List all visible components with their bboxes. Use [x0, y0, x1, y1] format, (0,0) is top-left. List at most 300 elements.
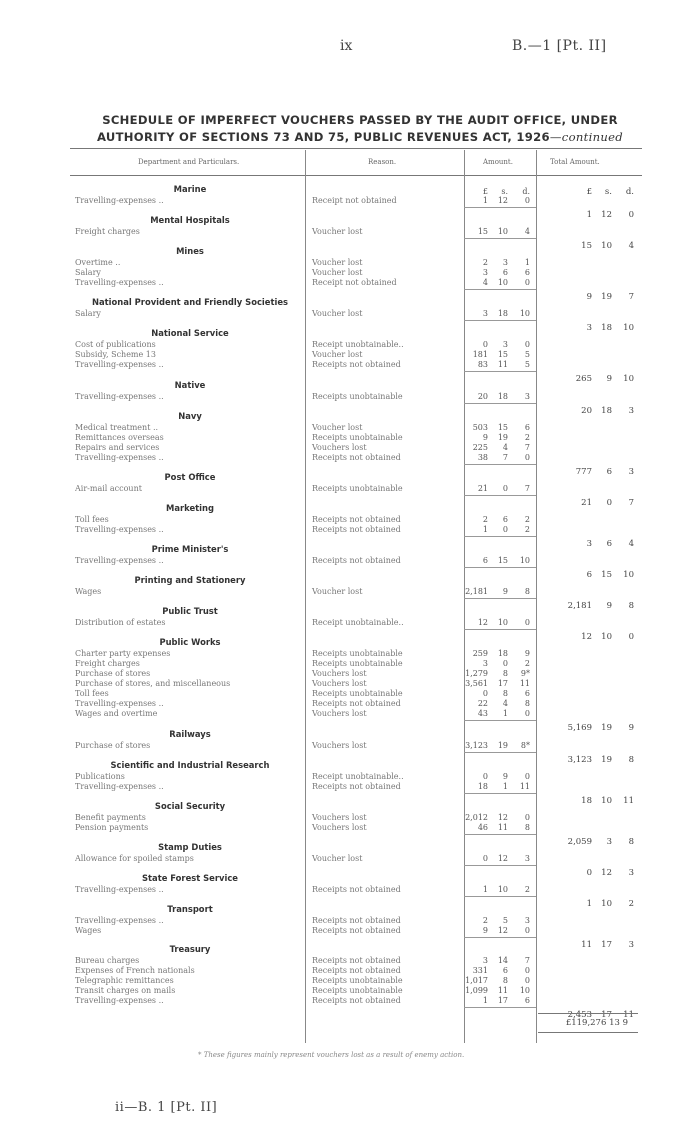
- row-reason: Voucher lost: [312, 350, 363, 359]
- amount-pounds: 3,561: [465, 679, 488, 688]
- amount-pence: 0: [524, 340, 530, 349]
- table-row: [0, 515, 700, 525]
- department-total: [538, 240, 638, 252]
- schedule-title: [70, 112, 650, 146]
- row-reason: Vouchers lost: [312, 679, 367, 688]
- amount-pounds: 3: [482, 659, 488, 668]
- amount-pounds: 20: [477, 392, 488, 401]
- table-row: [0, 885, 700, 895]
- column-header-particulars: Department and Particulars.: [138, 158, 240, 166]
- department-heading: Printing and Stationery: [134, 575, 246, 585]
- row-reason: Receipts unobtainable: [312, 433, 403, 442]
- amount-pounds: 9: [482, 433, 488, 442]
- amount-shillings: 10: [497, 885, 508, 894]
- table-row: [0, 926, 700, 936]
- amount-pence: 3: [628, 467, 634, 477]
- row-amount: [462, 350, 534, 360]
- table-row: [0, 966, 700, 976]
- table-row: [0, 649, 700, 659]
- department-heading: Scientific and Industrial Research: [110, 760, 270, 770]
- amount-pence: 10: [519, 309, 530, 318]
- amount-pounds: 3,123: [465, 741, 488, 750]
- row-particulars: Travelling-expenses ..: [75, 885, 164, 894]
- row-reason: Receipts not obtained: [312, 966, 401, 975]
- amount-pence: 11: [623, 1010, 634, 1020]
- amount-shillings: 3: [502, 258, 508, 267]
- amount-shillings: 0: [502, 659, 508, 668]
- amount-shillings: 12: [601, 868, 612, 878]
- currency-pence: d.: [522, 187, 530, 196]
- amount-pounds: 46: [477, 823, 488, 832]
- amount-shillings: 15: [497, 556, 508, 565]
- amount-shillings: 17: [601, 1010, 612, 1020]
- amount-shillings: 3: [606, 837, 612, 847]
- row-amount: [462, 618, 534, 628]
- amount-pence: 8: [524, 587, 530, 596]
- amount-shillings: 11: [497, 823, 508, 832]
- amount-pounds: 1: [586, 210, 592, 220]
- row-particulars: Freight charges: [75, 227, 140, 236]
- amount-pence: 7: [524, 443, 530, 452]
- amount-pounds: 1,279: [465, 669, 488, 678]
- amount-shillings: 0: [502, 484, 508, 493]
- row-particulars: Travelling-expenses ..: [75, 916, 164, 925]
- table-row: [0, 916, 700, 926]
- amount-pounds: 6: [482, 556, 488, 565]
- row-amount: [462, 916, 534, 926]
- amount-shillings: 19: [497, 433, 508, 442]
- row-reason: Receipts not obtained: [312, 956, 401, 965]
- row-amount: [462, 423, 534, 433]
- row-amount: [462, 679, 534, 689]
- amount-pounds: 225: [472, 443, 488, 452]
- row-particulars: Travelling-expenses ..: [75, 525, 164, 534]
- amount-pounds: 0: [482, 689, 488, 698]
- subtotal-rule: [464, 536, 536, 537]
- department-heading: State Forest Service: [142, 873, 238, 883]
- department-heading: Treasury: [169, 944, 211, 954]
- subtotal-rule: [464, 1007, 536, 1008]
- currency-pounds: £: [586, 187, 592, 197]
- department-heading: Mental Hospitals: [150, 215, 230, 225]
- amount-pence: 10: [623, 374, 634, 384]
- row-amount: [462, 709, 534, 719]
- amount-pounds: 5,169: [567, 723, 592, 733]
- table-row: [0, 556, 700, 566]
- table-row: [0, 689, 700, 699]
- amount-pence: 11: [519, 679, 530, 688]
- amount-pounds: 0: [482, 340, 488, 349]
- subtotal-rule: [464, 720, 536, 721]
- department-heading: Navy: [178, 411, 202, 421]
- row-reason: Vouchers lost: [312, 741, 367, 750]
- table-row: [0, 453, 700, 463]
- row-amount: [462, 782, 534, 792]
- amount-pounds: 1: [482, 525, 488, 534]
- department-total: [538, 939, 638, 951]
- department-total: [538, 631, 638, 643]
- amount-pence: 3: [628, 868, 634, 878]
- row-particulars: Travelling-expenses ..: [75, 996, 164, 1005]
- table-row: [0, 976, 700, 986]
- amount-pence: 8: [628, 837, 634, 847]
- amount-shillings: 4: [502, 443, 508, 452]
- header-bottom-rule: [70, 175, 642, 176]
- table-row: [0, 443, 700, 453]
- row-reason: Vouchers lost: [312, 823, 367, 832]
- amount-shillings: 10: [601, 796, 612, 806]
- amount-pounds: 503: [472, 423, 488, 432]
- amount-shillings: 15: [497, 423, 508, 432]
- table-row: [0, 956, 700, 966]
- department-heading: Transport: [167, 904, 213, 914]
- row-amount: [462, 587, 534, 597]
- amount-pence: 9: [524, 649, 530, 658]
- subtotal-rule: [464, 567, 536, 568]
- row-reason: Receipts not obtained: [312, 453, 401, 462]
- row-particulars: Expenses of French nationals: [75, 966, 195, 975]
- amount-pence: 8: [628, 755, 634, 765]
- department-total: [538, 405, 638, 417]
- row-reason: Voucher lost: [312, 423, 363, 432]
- amount-shillings: 7: [502, 453, 508, 462]
- amount-shillings: 0: [502, 525, 508, 534]
- amount-pounds: 1: [586, 899, 592, 909]
- table-row: [0, 709, 700, 719]
- footer-reference: ii—B. 1 [Pt. II]: [115, 1100, 218, 1115]
- amount-pence: 3: [524, 854, 530, 863]
- table-row: [0, 679, 700, 689]
- amount-pounds: 83: [477, 360, 488, 369]
- amount-shillings: 18: [497, 649, 508, 658]
- amount-pence: 0: [524, 772, 530, 781]
- amount-pence: 6: [524, 268, 530, 277]
- department-heading: Public Trust: [162, 606, 218, 616]
- subtotal-rule: [464, 320, 536, 321]
- row-particulars: Transit charges on mails: [75, 986, 176, 995]
- amount-pounds: 259: [472, 649, 488, 658]
- subtotal-rule: [464, 289, 536, 290]
- column-header-reason: Reason.: [368, 158, 397, 166]
- amount-pounds: 2: [482, 258, 488, 267]
- row-amount: [462, 813, 534, 823]
- amount-shillings: 10: [497, 618, 508, 627]
- amount-pounds: 3: [586, 323, 592, 333]
- row-particulars: Distribution of estates: [75, 618, 166, 627]
- row-particulars: Salary: [75, 268, 101, 277]
- subtotal-rule: [464, 865, 536, 866]
- amount-pence: 0: [524, 453, 530, 462]
- table-row: [0, 340, 700, 350]
- row-particulars: Telegraphic remittances: [75, 976, 174, 985]
- amount-pence: 6: [524, 689, 530, 698]
- row-particulars: Toll fees: [75, 689, 109, 698]
- row-amount: [462, 258, 534, 268]
- table-row: [0, 854, 700, 864]
- row-reason: Receipts not obtained: [312, 885, 401, 894]
- subtotal-rule: [464, 834, 536, 835]
- department-heading: Native: [174, 380, 206, 390]
- row-amount: [462, 926, 534, 936]
- table-row: [0, 392, 700, 402]
- department-total: [538, 569, 638, 581]
- row-reason: Voucher lost: [312, 587, 363, 596]
- row-reason: Voucher lost: [312, 268, 363, 277]
- subtotal-rule: [464, 598, 536, 599]
- amount-shillings: 8: [502, 669, 508, 678]
- row-particulars: Travelling-expenses ..: [75, 392, 164, 401]
- amount-pounds: 2,012: [465, 813, 488, 822]
- row-amount: [462, 854, 534, 864]
- subtotal-rule: [464, 629, 536, 630]
- row-reason: Receipts not obtained: [312, 515, 401, 524]
- table-row: [0, 618, 700, 628]
- amount-shillings: 6: [606, 539, 612, 549]
- row-particulars: Purchase of stores, and miscellaneous: [75, 679, 231, 688]
- row-particulars: Wages: [75, 587, 102, 596]
- amount-pounds: 0: [482, 854, 488, 863]
- department-heading: Railways: [169, 729, 211, 739]
- amount-pence: 0: [524, 813, 530, 822]
- department-total: [538, 209, 638, 221]
- department-total: [538, 322, 638, 334]
- row-amount: [462, 885, 534, 895]
- title-line-2: [70, 129, 650, 146]
- amount-pence: 0: [524, 976, 530, 985]
- subtotal-rule: [464, 752, 536, 753]
- amount-pounds: 18: [581, 796, 592, 806]
- amount-pounds: 181: [472, 350, 488, 359]
- row-reason: Receipts not obtained: [312, 996, 401, 1005]
- amount-shillings: 9: [502, 772, 508, 781]
- amount-pence: 3: [628, 940, 634, 950]
- amount-pence: 8: [628, 601, 634, 611]
- amount-pounds: 21: [477, 484, 488, 493]
- row-particulars: Travelling-expenses ..: [75, 699, 164, 708]
- row-reason: Receipts not obtained: [312, 926, 401, 935]
- row-particulars: Publications: [75, 772, 125, 781]
- amount-pence: 5: [524, 350, 530, 359]
- table-row: [0, 772, 700, 782]
- row-reason: Receipts unobtainable: [312, 976, 403, 985]
- amount-shillings: 6: [606, 467, 612, 477]
- department-total: [538, 754, 638, 766]
- row-reason: Voucher lost: [312, 227, 363, 236]
- row-amount: [462, 772, 534, 782]
- amount-shillings: 12: [497, 813, 508, 822]
- amount-pounds: 22: [477, 699, 488, 708]
- row-particulars: Wages and overtime: [75, 709, 158, 718]
- row-reason: Receipts unobtainable: [312, 392, 403, 401]
- table-row: [0, 423, 700, 433]
- row-particulars: Subsidy, Scheme 13: [75, 350, 156, 359]
- amount-pence: 2: [524, 515, 530, 524]
- subtotal-rule: [464, 495, 536, 496]
- row-particulars: Toll fees: [75, 515, 109, 524]
- amount-pence: 4: [628, 539, 634, 549]
- amount-shillings: 3: [502, 340, 508, 349]
- subtotal-rule: [464, 371, 536, 372]
- amount-shillings: 19: [601, 723, 612, 733]
- amount-pounds: 2: [482, 515, 488, 524]
- department-heading: Mines: [176, 246, 204, 256]
- amount-pence: 0: [524, 709, 530, 718]
- row-amount: [462, 227, 534, 237]
- table-row: [0, 699, 700, 709]
- amount-pounds: 3,123: [567, 755, 592, 765]
- amount-shillings: 18: [601, 323, 612, 333]
- amount-shillings: 9: [606, 601, 612, 611]
- row-amount: [462, 196, 534, 206]
- row-reason: Receipts unobtainable: [312, 484, 403, 493]
- currency-shillings: s.: [501, 187, 508, 196]
- row-amount: [462, 360, 534, 370]
- table-row: [0, 525, 700, 535]
- department-heading: Public Works: [159, 637, 221, 647]
- amount-shillings: 9: [502, 587, 508, 596]
- department-heading: Prime Minister's: [151, 544, 229, 554]
- department-total: [538, 291, 638, 303]
- row-reason: Receipts not obtained: [312, 556, 401, 565]
- row-amount: [462, 392, 534, 402]
- row-amount: [462, 433, 534, 443]
- row-particulars: Travelling-expenses ..: [75, 360, 164, 369]
- amount-pence: 11: [519, 782, 530, 791]
- currency-pence: d.: [625, 187, 634, 197]
- row-particulars: Medical treatment ..: [75, 423, 159, 432]
- table-row: [0, 823, 700, 833]
- table-row: [0, 278, 700, 288]
- amount-pence: 0: [524, 618, 530, 627]
- amount-shillings: 12: [601, 210, 612, 220]
- row-reason: Receipts unobtainable: [312, 986, 403, 995]
- amount-pounds: 0: [586, 868, 592, 878]
- row-particulars: Travelling-expenses ..: [75, 196, 164, 205]
- amount-shillings: 10: [601, 632, 612, 642]
- row-particulars: Air-mail account: [75, 484, 142, 493]
- amount-shillings: 11: [497, 360, 508, 369]
- amount-pence: 9*: [520, 669, 530, 678]
- row-amount: [462, 996, 534, 1006]
- amount-pence: 7: [524, 956, 530, 965]
- row-particulars: Freight charges: [75, 659, 140, 668]
- amount-pounds: 1: [482, 196, 488, 205]
- currency-shillings: s.: [604, 187, 612, 197]
- amount-shillings: 8: [502, 976, 508, 985]
- department-total: [538, 373, 638, 385]
- row-reason: Receipts unobtainable: [312, 689, 403, 698]
- amount-pounds: 2,059: [567, 837, 592, 847]
- row-amount: [462, 556, 534, 566]
- amount-pence: 8*: [520, 741, 530, 750]
- amount-pounds: 11: [581, 940, 592, 950]
- row-amount: [462, 278, 534, 288]
- amount-pence: 11: [623, 796, 634, 806]
- amount-shillings: 10: [497, 278, 508, 287]
- amount-shillings: 1: [502, 709, 508, 718]
- amount-pounds: 9: [586, 292, 592, 302]
- department-total: [538, 722, 638, 734]
- row-reason: Vouchers lost: [312, 709, 367, 718]
- amount-pounds: 15: [581, 241, 592, 251]
- title-continued: —continued: [549, 130, 624, 144]
- row-reason: Vouchers lost: [312, 443, 367, 452]
- table-row: [0, 360, 700, 370]
- row-amount: [462, 649, 534, 659]
- row-amount: [462, 443, 534, 453]
- row-reason: Receipts not obtained: [312, 525, 401, 534]
- row-particulars: Overtime ..: [75, 258, 121, 267]
- amount-pence: 10: [623, 323, 634, 333]
- amount-shillings: 0: [606, 498, 612, 508]
- row-particulars: Pension payments: [75, 823, 149, 832]
- amount-pounds: 43: [477, 709, 488, 718]
- department-total: [538, 497, 638, 509]
- department-total: [538, 898, 638, 910]
- amount-shillings: 15: [601, 570, 612, 580]
- amount-pence: 7: [628, 498, 634, 508]
- row-particulars: Purchase of stores: [75, 669, 151, 678]
- amount-shillings: 18: [497, 309, 508, 318]
- row-amount: [462, 823, 534, 833]
- currency-pounds: £: [482, 187, 488, 196]
- title-line-2-text: AUTHORITY OF SECTIONS 73 AND 75, PUBLIC REVENUES ACT, 1926: [96, 130, 550, 144]
- amount-pence: 1: [524, 258, 530, 267]
- row-reason: Voucher lost: [312, 309, 363, 318]
- row-particulars: Benefit payments: [75, 813, 146, 822]
- amount-pounds: 1: [482, 885, 488, 894]
- row-reason: Receipt not obtained: [312, 196, 397, 205]
- department-total: [538, 836, 638, 848]
- table-row: [0, 986, 700, 996]
- amount-pounds: 2: [482, 916, 488, 925]
- row-reason: Receipts not obtained: [312, 916, 401, 925]
- amount-pence: 10: [519, 556, 530, 565]
- row-particulars: Bureau charges: [75, 956, 140, 965]
- row-particulars: Salary: [75, 309, 101, 318]
- row-particulars: Travelling-expenses ..: [75, 453, 164, 462]
- amount-shillings: 8: [502, 689, 508, 698]
- row-reason: Voucher lost: [312, 854, 363, 863]
- page-reference: B.—1 [Pt. II]: [512, 38, 607, 54]
- row-reason: Receipt unobtainable..: [312, 340, 404, 349]
- row-amount: [462, 689, 534, 699]
- amount-shillings: 19: [601, 292, 612, 302]
- amount-pounds: 2,453: [567, 1010, 592, 1020]
- page-number: ix: [340, 38, 353, 54]
- row-amount: [462, 515, 534, 525]
- amount-shillings: 14: [497, 956, 508, 965]
- amount-pounds: 777: [575, 467, 592, 477]
- row-reason: Receipt unobtainable..: [312, 772, 404, 781]
- amount-shillings: 5: [502, 916, 508, 925]
- amount-pounds: 6: [586, 570, 592, 580]
- amount-pounds: 9: [482, 926, 488, 935]
- amount-pence: 2: [524, 525, 530, 534]
- department-total: [538, 466, 638, 478]
- row-amount: [462, 484, 534, 494]
- amount-pounds: 3: [482, 956, 488, 965]
- amount-shillings: 19: [497, 741, 508, 750]
- amount-shillings: 11: [497, 986, 508, 995]
- amount-shillings: 17: [497, 679, 508, 688]
- department-heading: Marketing: [166, 503, 214, 513]
- amount-shillings: 6: [502, 515, 508, 524]
- amount-shillings: 12: [497, 926, 508, 935]
- table-row: [0, 669, 700, 679]
- row-particulars: Travelling-expenses ..: [75, 278, 164, 287]
- department-total: [538, 600, 638, 612]
